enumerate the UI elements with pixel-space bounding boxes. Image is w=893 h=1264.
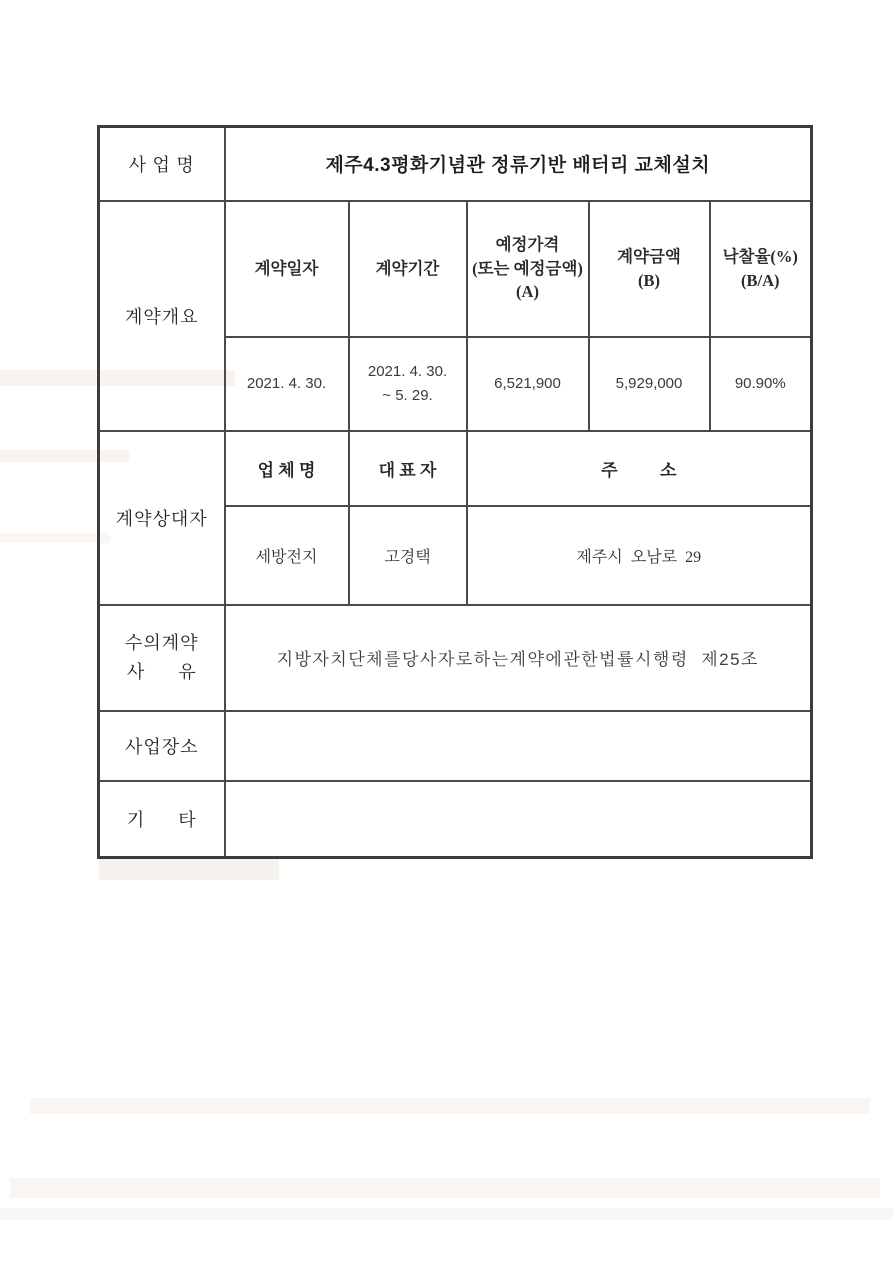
award-rate-header-line2: (B/A) <box>741 270 780 290</box>
estimated-price-header-line2: (또는 예정금액) <box>472 258 583 278</box>
ceo-value: 고경택 <box>349 506 467 605</box>
negotiation-reason-label-line1: 수의계약 <box>124 632 199 653</box>
scan-artifact <box>0 533 110 543</box>
contract-amount-value: 5,929,000 <box>589 337 710 431</box>
address-value: 제주시 오남로 29 <box>467 506 812 605</box>
company-name-value: 세방전지 <box>225 506 349 605</box>
estimated-price-header <box>467 201 589 337</box>
contract-summary-table <box>97 125 813 859</box>
estimated-price-header-line1: 예정가격 <box>495 234 560 254</box>
contract-period-value-line2: ~ 5. 29. <box>382 386 433 404</box>
contract-period-header: 계약기간 <box>349 201 467 337</box>
negotiation-reason-label-line2: 사 유 <box>126 661 197 682</box>
negotiation-reason-value: 지방자치단체를당사자로하는계약에관한법률시행령 제25조 <box>225 605 812 711</box>
business-site-label: 사업장소 <box>99 711 225 781</box>
partner-section-label: 계약상대자 <box>99 431 225 605</box>
ceo-header: 대 표 자 <box>349 431 467 506</box>
negotiation-reason-label <box>99 605 225 711</box>
etc-value <box>225 781 812 858</box>
address-header: 주 소 <box>467 431 812 506</box>
award-rate-header-line1: 낙찰율(%) <box>722 246 798 266</box>
contract-date-value: 2021. 4. 30. <box>225 337 349 431</box>
contract-amount-header-line2: (B) <box>638 270 660 290</box>
estimated-price-header-line3: (A) <box>516 282 539 302</box>
company-name-header: 업 체 명 <box>225 431 349 506</box>
etc-label: 기 타 <box>99 781 225 858</box>
scan-artifact <box>0 1208 893 1220</box>
project-name-label: 사 업 명 <box>99 127 225 201</box>
award-rate-header <box>710 201 812 337</box>
scan-artifact <box>99 858 279 880</box>
business-site-value <box>225 711 812 781</box>
award-rate-value: 90.90% <box>710 337 812 431</box>
contract-date-header: 계약일자 <box>225 201 349 337</box>
contract-period-value <box>349 337 467 431</box>
overview-section-label: 계약개요 <box>99 201 225 431</box>
contract-amount-header-line1: 계약금액 <box>617 246 681 266</box>
scan-artifact <box>10 1178 880 1198</box>
contract-amount-header <box>589 201 710 337</box>
scan-artifact <box>30 1098 870 1114</box>
contract-period-value-line1: 2021. 4. 30. <box>367 362 448 380</box>
project-name-value: 제주4.3평화기념관 정류기반 배터리 교체설치 <box>225 127 812 201</box>
estimated-price-value: 6,521,900 <box>467 337 589 431</box>
